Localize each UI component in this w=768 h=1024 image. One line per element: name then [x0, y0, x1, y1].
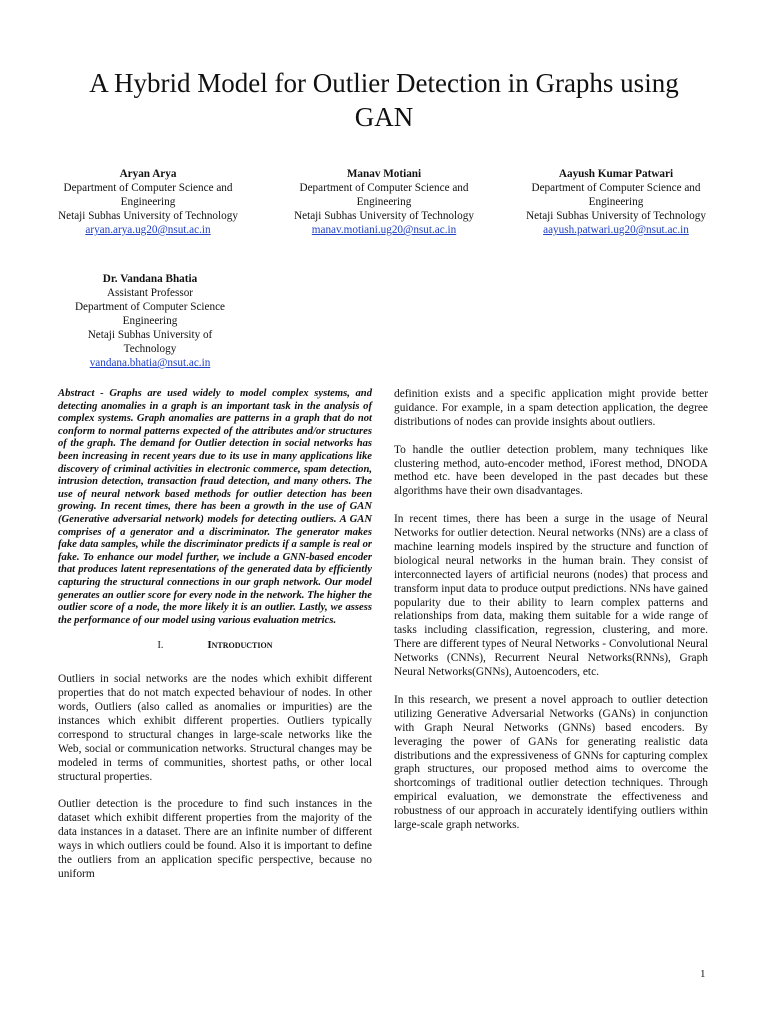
author-block-4	[62, 272, 238, 370]
author-department: Department of Computer Science and Engineering	[299, 182, 469, 208]
author-university: Netaji Subhas University of Technology	[87, 329, 213, 355]
body-paragraph: Outliers in social networks are the nodes which exhibit different properties that do not match expected behaviour of nodes. In other words, Outliers (also called as anomalies or impurities) are the instances which exhibit different properties. Outliers typically correspond to structural changes in large-scale networks like the Web, social or communication networks. Structural changes may be modeled in terms of communities, shortest paths, or other local structural properties.	[58, 673, 372, 783]
author-university: Netaji Subhas University of Technology	[58, 210, 238, 222]
author-email-link[interactable]: manav.motiani.ug20@nsut.ac.in	[311, 224, 457, 236]
author-email-link[interactable]: aayush.patwari.ug20@nsut.ac.in	[543, 224, 689, 236]
author-name: Manav Motiani	[346, 168, 422, 180]
author-block-1	[48, 167, 248, 237]
author-name: Aryan Arya	[119, 168, 177, 180]
section-title: Introduction	[207, 639, 273, 652]
author-department: Department of Computer Science Engineering	[74, 301, 226, 327]
body-paragraph: Outlier detection is the procedure to find such instances in the dataset which exhibit different properties from the majority of the data instances in a dataset. There are an infinite number of different ways in which outliers could be found. Also it is important to define the outliers from an application specific perspective, because no uniform	[58, 798, 372, 880]
author-block-2	[284, 167, 484, 237]
author-university: Netaji Subhas University of Technology	[294, 210, 474, 222]
section-heading-introduction	[58, 639, 372, 653]
author-name: Aayush Kumar Patwari	[558, 168, 674, 180]
left-column	[58, 388, 372, 896]
page-number: 1	[700, 968, 706, 980]
right-column	[394, 388, 708, 847]
section-number: I.	[157, 640, 164, 652]
body-paragraph: To handle the outlier detection problem, many techniques like clustering method, auto-encoder method, iForest method, DNODA method etc. have been developed in the past decades but these algorithms have their own disadvantages.	[394, 443, 708, 498]
author-email-link[interactable]: vandana.bhatia@nsut.ac.in	[89, 357, 211, 369]
body-paragraph: In this research, we present a novel approach to outlier detection utilizing Generative Adversarial Networks (GANs) in conjunction with Graph Neural Networks (GNNs) based encoders. By leveraging the power of GANs for generating realistic data distributions and the expressiveness of GNNs for capturing complex graph structures, our proposed method aims to overcome the shortcomings of traditional outlier detection techniques. Through empirical evaluation, we demonstrate the effectiveness and robustness of our approach in accurately identifying outliers within large-scale graph networks.	[394, 693, 708, 832]
author-position: Assistant Professor	[106, 287, 194, 299]
author-name: Dr. Vandana Bhatia	[102, 273, 198, 285]
abstract	[58, 388, 372, 627]
paper-title: A Hybrid Model for Outlier Detection in Graphs using GAN	[89, 68, 679, 132]
author-department: Department of Computer Science and Engineering	[531, 182, 701, 208]
author-block-3	[516, 167, 716, 237]
body-paragraph: In recent times, there has been a surge in the usage of Neural Networks for outlier detection. Neural networks (NNs) are a class of machine learning models inspired by the structure and function of biological neural networks in the human brain. They consist of interconnected layers of artificial neurons (nodes) that process and transform input data to produce output predictions. NNs have gained popularity due to their ability to learn complex patterns and relationships from data, making them suitable for a wide range of tasks including classification, regression, clustering, and more. There are different types of Neural Networks - Convolutional Neural Networks (CNNs), Recurrent Neural Networks(RNNs), Graph Neural Networks(GNNs), Autoencoders, etc.	[394, 513, 708, 679]
abstract-text: Abstract - Graphs are used widely to model complex systems, and detecting anomalies in a graph is an important task in the analysis of complex systems. Graph anomalies are patterns in a graph that do not conform to normal patterns expected of the attributes and/or structures of the graph. The demand for Outlier detection in social networks has been increasing in recent years due to its use in many applications like discovery of criminal activities in electronic commerce, spam detection, intrusion detection, transaction fraud detection, and many others. The use of neural network based methods for outlier detection has been growing. In recent times, there has been a growth in the use of GAN (Generative adversarial network) models for detecting outliers. A GAN comprises of a generator and a discriminator. The generator makes fake data samples, while the discriminator predicts if a sample is real or fake. To enhance our model further, we include a GNN-based encoder that produces latent representations of the generated data by efficiently capturing the structural connections in our graph network. Our model generates an outlier score for every node in the network. The higher the outlier score of a node, the more likely it is an outlier. Lastly, we assess the performance of our model using various evaluation metrics.	[58, 388, 372, 626]
author-email-link[interactable]: aryan.arya.ug20@nsut.ac.in	[85, 224, 211, 236]
author-department: Department of Computer Science and Engineering	[63, 182, 233, 208]
author-university: Netaji Subhas University of Technology	[526, 210, 706, 222]
body-paragraph: definition exists and a specific application might provide better guidance. For example, in a spam detection application, the degree distributions of nodes can provide insights about outliers.	[394, 388, 708, 428]
